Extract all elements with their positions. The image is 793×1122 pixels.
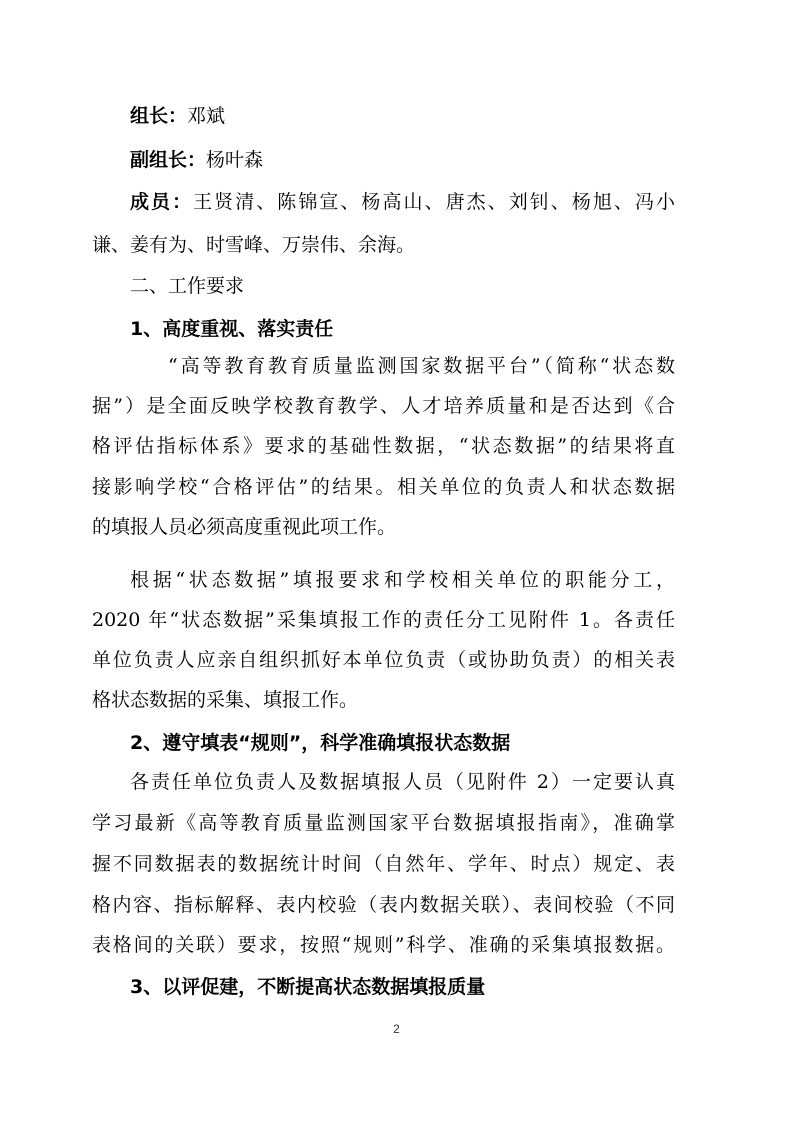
members-line-1 (130, 183, 675, 221)
members-label: 成员： (130, 191, 194, 213)
item2-para-line: 表格间的关联）要求，按照“规则”科学、准确的采集填报数据。 (92, 934, 675, 956)
item1-para1-line: 格评估指标体系》要求的基础性数据，“状态数据”的结果将直 (92, 435, 675, 457)
item2-heading: 2、遵守填表“规则”，科学准确填报状态数据 (130, 732, 511, 754)
members-line-2: 谦、姜有为、时雪峰、万崇伟、余海。 (92, 234, 416, 256)
deputy-leader-line (130, 141, 675, 179)
item2-para-line: 学习最新《高等教育质量监测国家平台数据填报指南》，准确掌 (92, 812, 675, 834)
leader-label: 组长： (130, 105, 188, 127)
item3-heading: 3、以评促建，不断提高状态数据填报质量 (130, 976, 486, 998)
item1-para2-line: 2020 年“状态数据”采集填报工作的责任分工见附件 1。各责任 (92, 609, 675, 631)
item1-para1-line: 接影响学校“合格评估”的结果。相关单位的负责人和状态数据 (92, 476, 675, 498)
item1-para2-line: 格状态数据的采集、填报工作。 (92, 689, 359, 711)
section-heading-work-requirements: 二、工作要求 (130, 275, 245, 297)
leader-name: 邓斌 (187, 105, 226, 127)
deputy-leader-label: 副组长： (130, 149, 207, 171)
item1-para1-line: 据”）是全面反映学校教育教学、人才培养质量和是否达到《合 (92, 395, 675, 417)
item2-para-line: 格内容、指标解释、表内校验（表内数据关联）、表间校验（不同 (92, 894, 675, 916)
item1-para1-line: “高等教育教育质量监测国家数据平台”（简称“状态数 (168, 355, 675, 377)
page-number: 2 (393, 1022, 400, 1036)
item1-para1-line: 的填报人员必须高度重视此项工作。 (92, 516, 397, 538)
item1-para2-line: 单位负责人应亲自组织抓好本单位负责（或协助负责）的相关表 (92, 649, 675, 671)
leader-line (130, 97, 675, 135)
item1-heading: 1、高度重视、落实责任 (130, 318, 334, 340)
item2-para-line: 握不同数据表的数据统计时间（自然年、学年、时点）规定、表 (92, 853, 675, 875)
item1-para2-line: 根据“状态数据”填报要求和学校相关单位的职能分工， (130, 569, 675, 591)
deputy-leader-name: 杨叶森 (206, 149, 264, 171)
item2-para-line: 各责任单位负责人及数据填报人员（见附件 2）一定要认真 (130, 771, 675, 793)
members-names-1: 王贤清、陈锦宣、杨高山、唐杰、刘钊、杨旭、冯小 (193, 191, 675, 213)
